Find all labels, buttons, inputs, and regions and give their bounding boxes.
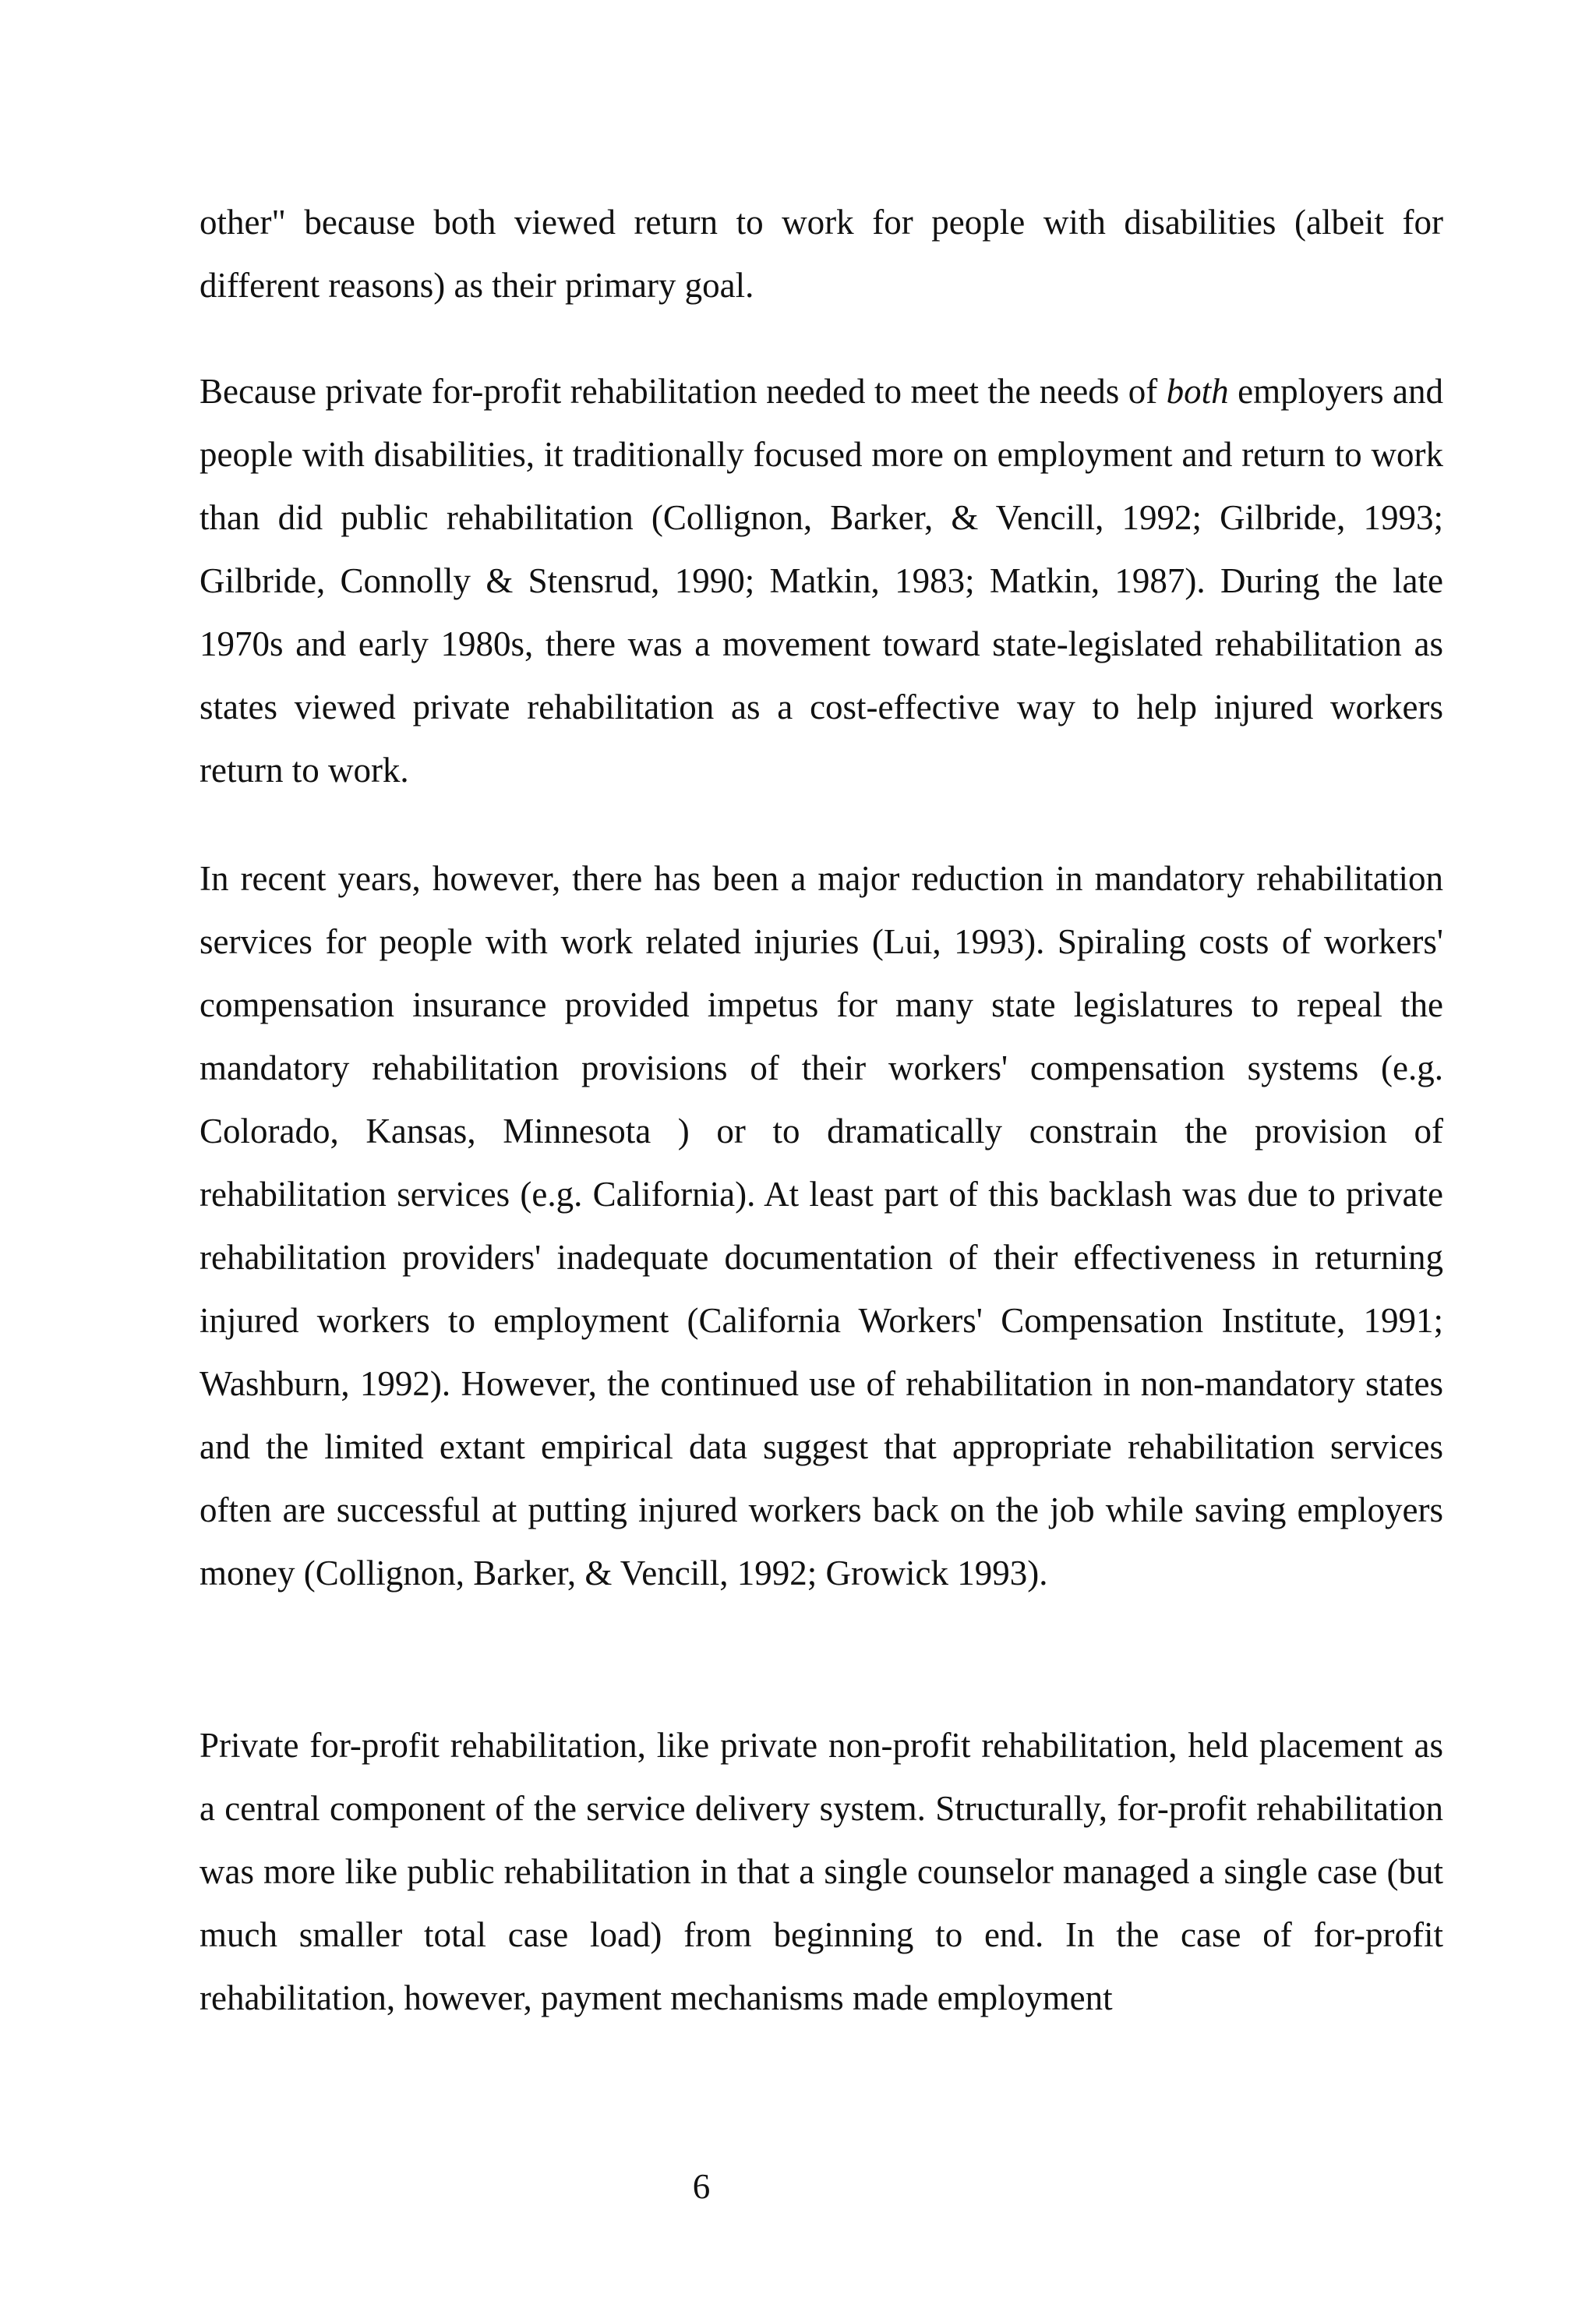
paragraph-text: In recent years, however, there has been a major reduction in mandatory rehabilitation services for people with work related injuries (Lui, 1993). Spiraling costs of workers' compensation insurance provided impetus for many state legislatures to repeal the mandatory rehabilitation provisions of their workers' compensation systems (e.g. Colorado, Kansas, Minnesota ) or to dramatically constrain the provision of rehabilitation services (e.g. California). At least part of this backlash was due to private rehabilitation providers' inadequate documentation of their effectiveness in returning injured workers to employment (California Workers' Compensation Institute, 1991; Washburn, 1992). However, the continued use of rehabilitation in non-mandatory states and the limited extant empirical data suggest that appropriate rehabilitation services often are successful at putting injured workers back on the job while saving employers money (Collignon, Barker, & Vencill, 1992; Growick 1993). [200,859,1443,1593]
paragraph-placement [200,1714,1443,2030]
page-number: 6 [692,2167,711,2206]
paragraph-text: other" because both viewed return to work for people with disabilities (albeit for different reasons) as their primary goal. [200,203,1443,305]
paragraph-text-before: Because private for-profit rehabilitation needed to meet the needs of [200,372,1167,411]
paragraph-continued [200,191,1443,317]
paragraph-emphasis: both [1166,372,1229,411]
paragraph-recent-years [200,847,1443,1605]
paragraph-text [200,360,1443,802]
paragraph-private-for-profit-focus [200,360,1443,802]
paragraph-text-after: employers and people with disabilities, it traditionally focused more on employment and return to work than did public rehabilitation (Collignon, Barker, & Vencill, 1992; Gilbride, 1993; Gilbride, Connolly & Stensrud, 1990; Matkin, 1983; Matkin, 1987). During the late 1970s and early 1980s, there was a movement toward state-legislated rehabilitation as states viewed private rehabilitation as a cost-effective way to help injured workers return to work. [200,372,1444,790]
paragraph-text: Private for-profit rehabilitation, like private non-profit rehabilitation, held placement as a central component of the service delivery system. Structurally, for-profit rehabilitation was more like public rehabilitation in that a single counselor managed a single case (but much smaller total case load) from beginning to end. In the case of for-profit rehabilitation, however, payment mechanisms made employment [200,1726,1443,2017]
